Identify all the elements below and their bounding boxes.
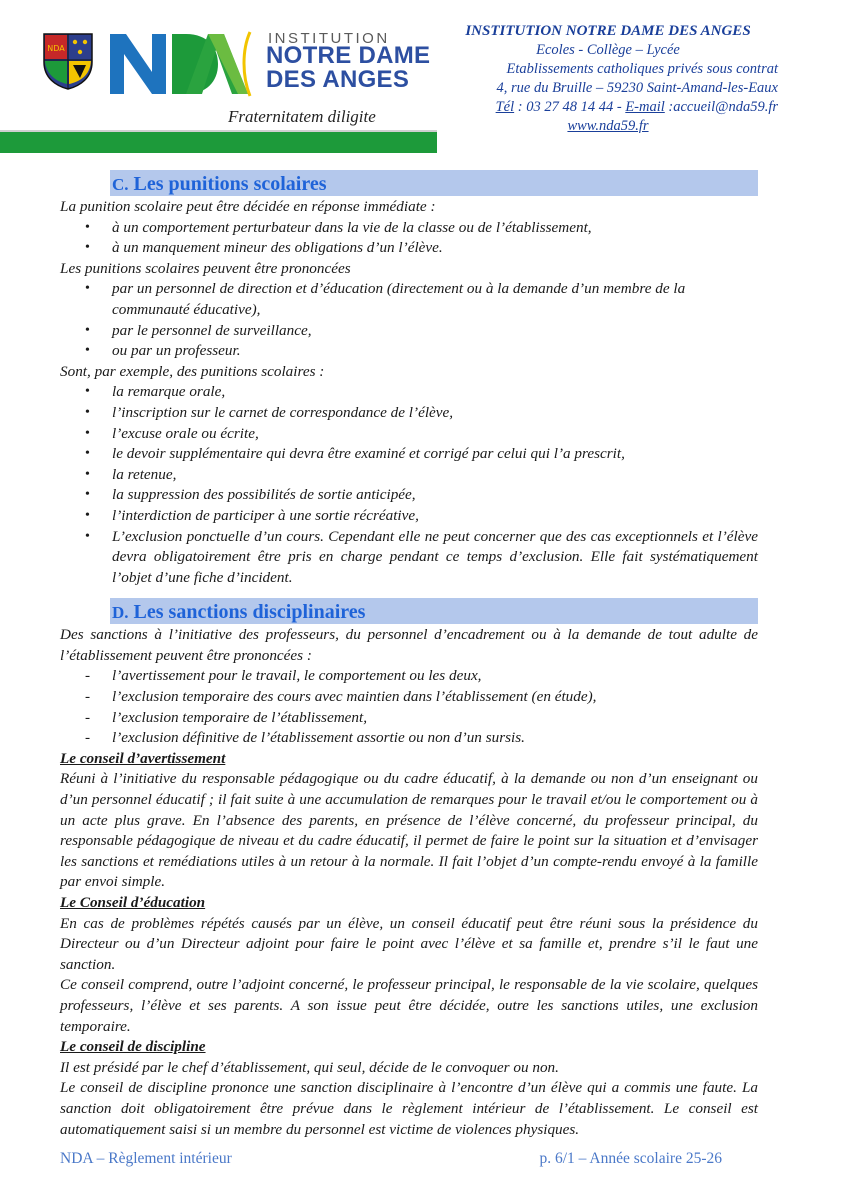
education-text-1: En cas de problèmes répétés causés par un élève, un conseil éducatif peut être réuni sous la présidence du Directeur ou d’un Directeur adjoint pour faire le point avec l’élève et sa famille et, prendre s’il le faut une sanction.	[60, 914, 758, 973]
section-c-heading: Les punitions scolaires	[133, 173, 327, 195]
email-label: E-mail	[625, 99, 665, 115]
list-item: - l’avertissement pour le travail, le comportement ou les deux,	[60, 666, 758, 687]
avertissement-text: Réuni à l’initiative du responsable pédagogique ou du cadre éducatif, à la demande ou non d’un enseignant ou d’un personnel éducatif ; il fait suite à une accumulation de remarques pour le travail et/ou le comportement ou à un acte plus grave. En l’absence des parents, en présence de l’élève concerné, du professeur principal, du responsable pédagogique de niveau et du cadre éducatif, il permet de faire le point sur la situation et d’envisager les sanctions et remédiations utiles à un retour à la normale. Il fait l’objet d’un compte-rendu envoyé à la famille par envoi simple.	[60, 770, 758, 891]
logo-name-line-2: DES ANGES	[266, 66, 410, 93]
tel-label: Tél	[495, 99, 515, 115]
section-c-by-intro: Les punitions scolaires peuvent être prononcées	[60, 259, 351, 277]
section-c-by-list	[60, 279, 758, 361]
discipline-text-2: Le conseil de discipline prononce une sanction disciplinaire à l’encontre d’un élève qui a commis une faute. La sanction doit obligatoirement être prévue dans le règlement intérieur de l’établissement. Le conseil est automatiquement saisi si un membre du personnel est victime de violences physiques.	[60, 1079, 758, 1138]
logo-name	[266, 44, 430, 92]
contact-address: 4, rue du Bruille – 59230 Saint-Amand-les-Eaux	[496, 80, 778, 96]
education-title: Le Conseil d’éducation	[60, 894, 206, 911]
section-d-sanctions	[60, 666, 758, 748]
avertissement-title: Le conseil d’avertissement	[60, 749, 226, 767]
list-item: • l’inscription sur le carnet de correspondance de l’élève,	[60, 403, 758, 424]
footer-page-number: p. 6/1 – Année scolaire 25-26	[539, 1150, 722, 1167]
logo-institution-word: INSTITUTION	[268, 30, 390, 47]
page-header	[0, 0, 848, 155]
section-c-examples-intro: Sont, par exemple, des punitions scolaires :	[60, 362, 325, 380]
section-c-examples	[60, 382, 758, 588]
footer-document-name: NDA – Règlement intérieur	[60, 1150, 232, 1167]
website-link[interactable]: www.nda59.fr	[567, 118, 649, 134]
discipline-text-1: Il est présidé par le chef d’établissement, qui seul, décide de le convoquer ou non.	[60, 1058, 559, 1076]
contact-title: INSTITUTION NOTRE DAME DES ANGES	[465, 23, 751, 39]
section-d-letter: D.	[112, 603, 129, 623]
nda-logo-icon	[108, 28, 258, 98]
contact-phone-email	[438, 98, 778, 117]
logo-name-line-1: NOTRE DAME	[266, 42, 431, 69]
section-c-letter: C.	[112, 175, 129, 194]
list-item: • la remarque orale,	[60, 382, 758, 403]
list-item: • l’interdiction de participer à une sortie récréative,	[60, 506, 758, 527]
education-text-2: Ce conseil comprend, outre l’adjoint concerné, le professeur principal, le responsable de la vie scolaire, quelques professeurs, l’élève et ses parents. A son issue peut être décidée, outre les sanctions utiles, une exclusion temporaire.	[60, 976, 758, 1035]
green-bar	[0, 132, 437, 153]
section-c-reasons	[60, 218, 758, 259]
section-d-intro: Des sanctions à l’initiative des professeurs, du personnel d’encadrement ou à la demande de tout adulte de l’établissement peuvent être prononcées :	[60, 626, 758, 664]
list-item: • la retenue,	[60, 465, 758, 486]
coat-of-arms-icon	[42, 32, 94, 90]
list-item: • par le personnel de surveillance,	[60, 321, 758, 342]
list-item: • L’exclusion ponctuelle d’un cours. Cependant elle ne peut concerner que des cas exceptionnels et l’élève devra obligatoirement être pris en charge pendant ce temps d’exclusion. Elle fait systématiquement l’objet d’une fiche d’incident.	[60, 527, 758, 589]
contact-block	[438, 22, 778, 136]
list-item: - l’exclusion temporaire de l’établissement,	[60, 708, 758, 729]
list-item: • ou par un professeur.	[60, 341, 758, 362]
list-item: - l’exclusion temporaire des cours avec maintien dans l’établissement (en étude),	[60, 687, 758, 708]
contact-status: Etablissements catholiques privés sous contrat	[506, 61, 778, 77]
contact-levels: Ecoles - Collège – Lycée	[536, 42, 680, 58]
svg-text:NDA: NDA	[47, 44, 65, 53]
list-item: • la suppression des possibilités de sortie anticipée,	[60, 485, 758, 506]
list-item: - l’exclusion définitive de l’établissement assortie ou non d’un sursis.	[60, 728, 758, 749]
list-item: • à un comportement perturbateur dans la vie de la classe ou de l’établissement,	[60, 218, 758, 239]
email-value[interactable]: :accueil@nda59.fr	[664, 99, 778, 115]
tel-value: : 03 27 48 14 44 -	[514, 99, 626, 115]
motto: Fraternitatem diligite	[228, 107, 376, 126]
section-c-title	[110, 170, 758, 196]
list-item: • le devoir supplémentaire qui devra être examiné et corrigé par celui qui l’a prescrit,	[60, 444, 758, 465]
section-d-heading: Les sanctions disciplinaires	[133, 601, 366, 624]
list-item: • par un personnel de direction et d’éducation (directement ou à la demande d’un membre de la communauté éducative),	[60, 279, 758, 320]
discipline-title: Le conseil de discipline	[60, 1038, 206, 1056]
section-d-title	[110, 598, 758, 624]
list-item: • à un manquement mineur des obligations d’un l’élève.	[60, 238, 758, 259]
list-item: • l’excuse orale ou écrite,	[60, 424, 758, 445]
section-c-intro: La punition scolaire peut être décidée en réponse immédiate :	[60, 198, 436, 215]
page-content	[60, 170, 758, 1140]
